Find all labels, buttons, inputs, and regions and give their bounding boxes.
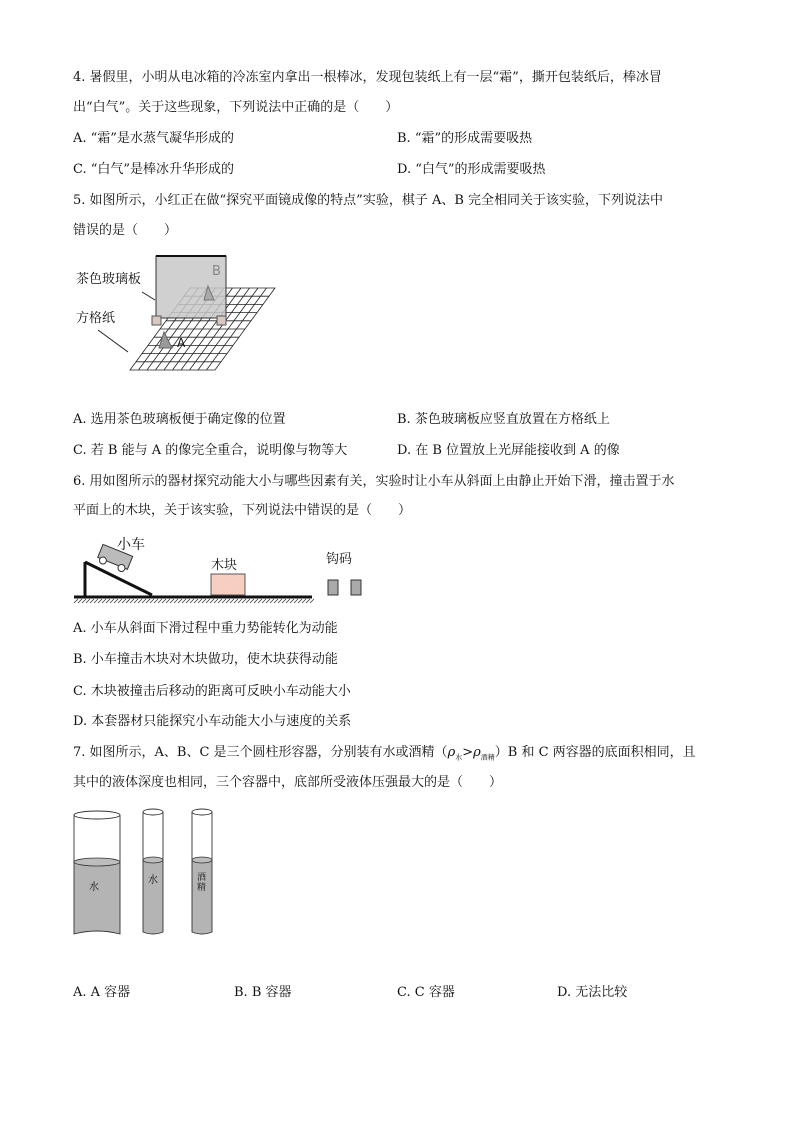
ground-hatch [250, 599, 254, 603]
ground-hatch [230, 599, 234, 603]
ground-hatch [110, 599, 114, 603]
ground-hatch [118, 599, 122, 603]
block-label: 木块 [211, 558, 238, 573]
mirror-experiment-figure [60, 250, 360, 380]
q4-option-c: C. “白气”是棒冰升华形成的 [73, 162, 235, 177]
rho-symbol: ρ [447, 745, 456, 760]
ground-hatch [202, 599, 206, 603]
ground-hatch [258, 599, 262, 603]
ground-hatch [182, 599, 186, 603]
ground-hatch [178, 599, 182, 603]
ground-hatch [130, 599, 134, 603]
q5-option-c: C. 若 B 能与 A 的像完全重合，说明像与物等大 [73, 443, 348, 458]
rho-symbol: ρ [473, 745, 481, 760]
ground-hatch [222, 599, 226, 603]
ground-hatch [198, 599, 202, 603]
ground-hatch [298, 599, 302, 603]
q6-option-c: C. 木块被撞击后移动的距离可反映小车动能大小 [73, 684, 351, 699]
ground-hatch [206, 599, 210, 603]
q6-stem-line2: 平面上的木块，关于该实验，下列说法中错误的是（ ） [73, 503, 412, 518]
q5-option-d: D. 在 B 位置放上光屏能接收到 A 的像 [397, 443, 620, 458]
ground-hatch [74, 599, 78, 603]
ground-hatch [122, 599, 126, 603]
q7-stem-line1 [73, 745, 696, 766]
piece-a-label: A [177, 336, 186, 350]
ground-hatch [158, 599, 162, 603]
q4-stem-line1: 4. 暑假里，小明从电冰箱的冷冻室内拿出一根棒冰，发现包装纸上有一层“霜”，撕开包装纸后，棒冰冒 [73, 70, 662, 85]
q4-option-d: D. “白气”的形成需要吸热 [397, 162, 546, 177]
ground-hatch [290, 599, 294, 603]
q5-option-b: B. 茶色玻璃板应竖直放置在方格纸上 [397, 412, 610, 427]
ground-hatch [218, 599, 222, 603]
glass-plate-label: 茶色玻璃板 [76, 272, 142, 287]
ground-hatch [238, 599, 242, 603]
kinetic-energy-figure [60, 530, 380, 610]
ground-hatch [266, 599, 270, 603]
ground-hatch [278, 599, 282, 603]
ground-hatch [286, 599, 290, 603]
ground-hatch [174, 599, 178, 603]
piece-b-label: B [212, 264, 221, 279]
ground-hatch [78, 599, 82, 603]
greater-than: > [462, 745, 474, 760]
ground-hatch [282, 599, 286, 603]
ground-hatch [310, 599, 314, 603]
q5-stem-line1: 5. 如图所示，小红正在做“探究平面镜成像的特点”实验，棋子 A、B 完全相同关于该实验，下列说法中 [73, 193, 664, 208]
q7-option-a: A. A 容器 [73, 985, 131, 1000]
ground-hatch [94, 599, 98, 603]
ground-hatch [114, 599, 118, 603]
q7-stem-text-a: 7. 如图所示，A、B、C 是三个圆柱形容器，分别装有水或酒精（ [73, 745, 448, 760]
ground-hatch [154, 599, 158, 603]
ground-hatch [170, 599, 174, 603]
ground-hatch [234, 599, 238, 603]
ground-hatch [246, 599, 250, 603]
rho-water-subscript: 水 [455, 753, 463, 762]
ground-hatch [126, 599, 130, 603]
ground-hatch [162, 599, 166, 603]
q5-option-a: A. 选用茶色玻璃板便于确定像的位置 [73, 412, 286, 427]
ground-hatch [146, 599, 150, 603]
q6-option-a: A. 小车从斜面下滑过程中重力势能转化为动能 [73, 621, 338, 636]
ground-hatch [242, 599, 246, 603]
ground-hatch [210, 599, 214, 603]
container-b-label: 水 [148, 875, 158, 886]
ground-hatch [190, 599, 194, 603]
q7-option-c: C. C 容器 [397, 985, 455, 1000]
ground-hatch [134, 599, 138, 603]
ground-hatch [306, 599, 310, 603]
q7-stem-text-b: ）B 和 C 两容器的底面积相同，且 [494, 745, 696, 760]
q4-option-b: B. “霜”的形成需要吸热 [397, 131, 533, 146]
q4-option-a: A. “霜”是水蒸气凝华形成的 [73, 131, 234, 146]
ground-hatch [186, 599, 190, 603]
ground-hatch [166, 599, 170, 603]
q4-stem-line2: 出“白气”。关于这些现象，下列说法中正确的是（ ） [73, 100, 399, 115]
ground-hatch [302, 599, 306, 603]
rho-alcohol-subscript: 酒精 [480, 753, 495, 762]
q6-option-b: B. 小车撞击木块对木块做功，使木块获得动能 [73, 652, 338, 667]
ground-hatch [150, 599, 154, 603]
ground-hatch [294, 599, 298, 603]
ground-hatch [86, 599, 90, 603]
ground-hatch [226, 599, 230, 603]
ground-hatch [270, 599, 274, 603]
cart-label: 小车 [117, 537, 145, 553]
container-c-label: 酒精 [197, 873, 207, 893]
ground-hatch [214, 599, 218, 603]
ground-hatch [102, 599, 106, 603]
q6-option-d: D. 本套器材只能探究小车动能大小与速度的关系 [73, 714, 352, 729]
ground-hatch [82, 599, 86, 603]
container-a-label: 水 [89, 882, 99, 893]
ground-hatch [138, 599, 142, 603]
q7-option-d: D. 无法比较 [557, 985, 628, 1000]
q7-stem-line2: 其中的液体深度也相同，三个容器中，底部所受液体压强最大的是（ ） [73, 775, 503, 790]
q5-stem-line2: 错误的是（ ） [73, 223, 178, 238]
ground-hatch [262, 599, 266, 603]
ground-hatch [194, 599, 198, 603]
ground-hatch [142, 599, 146, 603]
ground-hatch [98, 599, 102, 603]
containers-figure [60, 800, 240, 950]
ground-hatch [106, 599, 110, 603]
q6-stem-line1: 6. 用如图所示的器材探究动能大小与哪些因素有关，实验时让小车从斜面上由静止开始下滑，撞击置于水 [73, 474, 675, 489]
grid-paper-label: 方格纸 [76, 311, 116, 326]
ground-hatch [254, 599, 258, 603]
q7-option-b: B. B 容器 [234, 985, 292, 1000]
ground-hatch [90, 599, 94, 603]
weights-label: 钩码 [326, 552, 353, 567]
ground-hatch [274, 599, 278, 603]
